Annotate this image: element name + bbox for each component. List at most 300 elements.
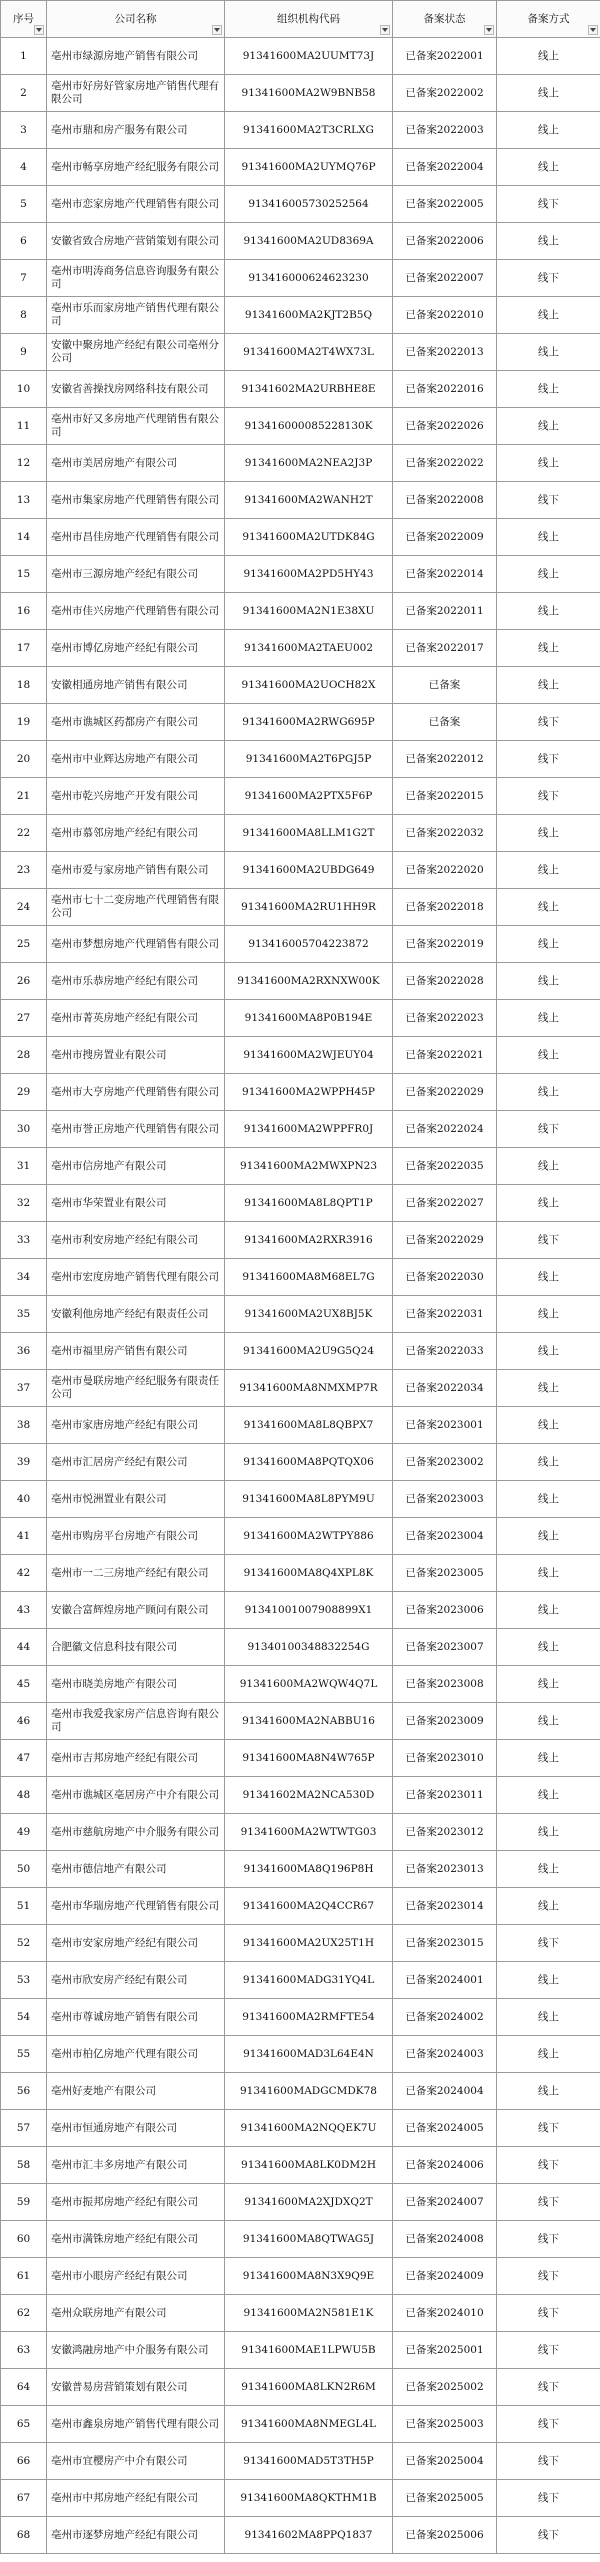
row-seq-cell: 60 (1, 2221, 47, 2258)
row-code-cell: 91341600MA8Q196P8H (225, 1851, 393, 1888)
row-status-cell: 已备案2022032 (393, 815, 497, 852)
row-company-cell: 亳州市中邦房地产经纪有限公司 (47, 2480, 225, 2517)
row-status-cell: 已备案2024001 (393, 1962, 497, 1999)
row-company-cell: 亳州市慈航房地产中介服务有限公司 (47, 1814, 225, 1851)
row-seq-cell: 23 (1, 852, 47, 889)
table-row (1, 408, 600, 445)
row-status-cell: 已备案2022028 (393, 963, 497, 1000)
row-method-cell: 线下 (497, 1111, 600, 1148)
row-method-cell: 线上 (497, 926, 600, 963)
table-row (1, 667, 600, 704)
row-code-cell: 913416005704223872 (225, 926, 393, 963)
row-status-cell: 已备案2022013 (393, 334, 497, 371)
row-method-cell: 线下 (497, 2443, 600, 2480)
row-method-cell: 线上 (497, 1444, 600, 1481)
row-method-cell: 线上 (497, 1000, 600, 1037)
row-code-cell: 91341600MA2PTX5F6P (225, 778, 393, 815)
row-code-cell: 91341600MA2UYMQ76P (225, 149, 393, 186)
table-row (1, 223, 600, 260)
row-status-cell: 已备案2023013 (393, 1851, 497, 1888)
row-code-cell: 91341600MA8LLM1G2T (225, 815, 393, 852)
table-row (1, 1111, 600, 1148)
table-row (1, 1370, 600, 1407)
table-row (1, 889, 600, 926)
header-code[interactable] (225, 1, 393, 38)
row-seq-cell: 26 (1, 963, 47, 1000)
row-company-cell: 亳州市好房好管家房地产销售代理有限公司 (47, 75, 225, 112)
row-status-cell: 已备案2024007 (393, 2184, 497, 2221)
row-method-cell: 线上 (497, 1074, 600, 1111)
row-seq-cell: 43 (1, 1592, 47, 1629)
header-method-label: 备案方式 (527, 12, 570, 25)
row-code-cell: 91341600MA8PQTQX06 (225, 1444, 393, 1481)
row-company-cell: 亳州市誉正房地产代理销售有限公司 (47, 1111, 225, 1148)
row-seq-cell: 27 (1, 1000, 47, 1037)
row-status-cell: 已备案2022027 (393, 1185, 497, 1222)
table-row (1, 1666, 600, 1703)
row-method-cell: 线上 (497, 1481, 600, 1518)
row-method-cell: 线上 (497, 1259, 600, 1296)
table-row (1, 1444, 600, 1481)
table-row (1, 630, 600, 667)
row-seq-cell: 4 (1, 149, 47, 186)
row-company-cell: 亳州市大亨房地产代理销售有限公司 (47, 1074, 225, 1111)
row-method-cell: 线上 (497, 75, 600, 112)
row-seq-cell: 36 (1, 1333, 47, 1370)
row-company-cell: 亳州市欣安房产经纪有限公司 (47, 1962, 225, 1999)
table-row (1, 1333, 600, 1370)
row-status-cell: 已备案2024004 (393, 2073, 497, 2110)
row-status-cell: 已备案2022024 (393, 1111, 497, 1148)
row-method-cell: 线上 (497, 1148, 600, 1185)
table-row (1, 1037, 600, 1074)
row-company-cell: 亳州市三源房地产经纪有限公司 (47, 556, 225, 593)
row-company-cell: 亳州市逐梦房地产经纪有限公司 (47, 2517, 225, 2554)
row-method-cell: 线上 (497, 297, 600, 334)
row-code-cell: 91341600MA2WJEUY04 (225, 1037, 393, 1074)
row-company-cell: 安徽利他房地产经纪有限责任公司 (47, 1296, 225, 1333)
table-row (1, 1888, 600, 1925)
row-method-cell: 线下 (497, 778, 600, 815)
row-company-cell: 亳州市汇居房产经纪有限公司 (47, 1444, 225, 1481)
row-company-cell: 亳州市尊诚房地产销售有限公司 (47, 1999, 225, 2036)
row-seq-cell: 2 (1, 75, 47, 112)
table-row (1, 1000, 600, 1037)
table-row (1, 741, 600, 778)
row-company-cell: 亳州市梦想房地产代理销售有限公司 (47, 926, 225, 963)
row-company-cell: 亳州市绿源房地产销售有限公司 (47, 38, 225, 75)
row-code-cell: 91341600MA2UD8369A (225, 223, 393, 260)
row-code-cell: 91341600MA2N581E1K (225, 2295, 393, 2332)
row-company-cell: 亳州市乾兴房地产开发有限公司 (47, 778, 225, 815)
row-code-cell: 91341600MA2UOCH82X (225, 667, 393, 704)
table-row (1, 2073, 600, 2110)
table-row (1, 1962, 600, 1999)
table-row (1, 1740, 600, 1777)
row-method-cell: 线上 (497, 334, 600, 371)
table-row (1, 482, 600, 519)
filter-dropdown-icon[interactable] (34, 25, 44, 35)
row-status-cell: 已备案2022006 (393, 223, 497, 260)
row-status-cell: 已备案2025004 (393, 2443, 497, 2480)
row-company-cell: 亳州市福里房产销售有限公司 (47, 1333, 225, 1370)
header-method[interactable] (497, 1, 600, 38)
row-status-cell: 已备案2025002 (393, 2369, 497, 2406)
row-company-cell: 亳州市我爱我家房产信息咨询有限公司 (47, 1703, 225, 1740)
table-row (1, 2517, 600, 2554)
table-row (1, 1629, 600, 1666)
row-company-cell: 亳州市七十二变房地产代理销售有限公司 (47, 889, 225, 926)
row-company-cell: 亳州市宏度房地产销售代理有限公司 (47, 1259, 225, 1296)
row-method-cell: 线上 (497, 1333, 600, 1370)
row-method-cell: 线上 (497, 112, 600, 149)
table-row (1, 1851, 600, 1888)
row-status-cell: 已备案2022008 (393, 482, 497, 519)
table-row (1, 1814, 600, 1851)
row-method-cell: 线下 (497, 2147, 600, 2184)
table-row (1, 1518, 600, 1555)
row-code-cell: 91341600MA2RMFTE54 (225, 1999, 393, 2036)
row-seq-cell: 6 (1, 223, 47, 260)
row-code-cell: 913416005730252564 (225, 186, 393, 223)
row-method-cell: 线下 (497, 2480, 600, 2517)
table-row (1, 2443, 600, 2480)
row-code-cell: 91341600MA8Q4XPL8K (225, 1555, 393, 1592)
row-status-cell: 已备案2022029 (393, 1074, 497, 1111)
table-row (1, 260, 600, 297)
table-row (1, 149, 600, 186)
row-code-cell: 91341600MA2WPPH45P (225, 1074, 393, 1111)
row-method-cell: 线下 (497, 186, 600, 223)
row-seq-cell: 61 (1, 2258, 47, 2295)
row-company-cell: 亳州市中业辉达房地产有限公司 (47, 741, 225, 778)
row-seq-cell: 39 (1, 1444, 47, 1481)
row-seq-cell: 50 (1, 1851, 47, 1888)
row-code-cell: 91341600MA8LK0DM2H (225, 2147, 393, 2184)
row-method-cell: 线上 (497, 371, 600, 408)
row-seq-cell: 58 (1, 2147, 47, 2184)
table-row (1, 1777, 600, 1814)
row-company-cell: 亳州市德信地产有限公司 (47, 1851, 225, 1888)
row-company-cell: 亳州市振邦房地产经纪有限公司 (47, 2184, 225, 2221)
row-code-cell: 91341600MA8N4W765P (225, 1740, 393, 1777)
row-method-cell: 线下 (497, 2295, 600, 2332)
table-row (1, 1148, 600, 1185)
table-row (1, 38, 600, 75)
row-method-cell: 线上 (497, 1814, 600, 1851)
row-seq-cell: 37 (1, 1370, 47, 1407)
row-seq-cell: 40 (1, 1481, 47, 1518)
row-status-cell: 已备案2025005 (393, 2480, 497, 2517)
row-seq-cell: 7 (1, 260, 47, 297)
row-method-cell: 线上 (497, 408, 600, 445)
table-row (1, 1407, 600, 1444)
row-status-cell: 已备案2023006 (393, 1592, 497, 1629)
row-seq-cell: 25 (1, 926, 47, 963)
row-method-cell: 线上 (497, 519, 600, 556)
filter-dropdown-icon[interactable] (588, 25, 598, 35)
row-code-cell: 91341600MA8M68EL7G (225, 1259, 393, 1296)
row-seq-cell: 46 (1, 1703, 47, 1740)
row-code-cell: 91341600MA8L8QPT1P (225, 1185, 393, 1222)
row-seq-cell: 62 (1, 2295, 47, 2332)
row-seq-cell: 47 (1, 1740, 47, 1777)
row-method-cell: 线下 (497, 2258, 600, 2295)
header-seq-label: 序号 (13, 12, 34, 25)
row-status-cell: 已备案2022018 (393, 889, 497, 926)
row-method-cell: 线上 (497, 1555, 600, 1592)
row-status-cell: 已备案2022009 (393, 519, 497, 556)
row-code-cell: 91341600MA8QKTHM1B (225, 2480, 393, 2517)
row-company-cell: 亳州市美居房地产有限公司 (47, 445, 225, 482)
row-company-cell: 亳州市安家房地产经纪有限公司 (47, 1925, 225, 1962)
row-seq-cell: 31 (1, 1148, 47, 1185)
row-company-cell: 安徽相通房地产销售有限公司 (47, 667, 225, 704)
row-code-cell: 91341600MA2MWXPN23 (225, 1148, 393, 1185)
row-method-cell: 线上 (497, 1777, 600, 1814)
header-status-label: 备案状态 (423, 12, 466, 25)
row-code-cell: 91341600MA2TAEU002 (225, 630, 393, 667)
row-seq-cell: 9 (1, 334, 47, 371)
row-status-cell: 已备案2022007 (393, 260, 497, 297)
row-method-cell: 线下 (497, 2406, 600, 2443)
header-seq[interactable] (1, 1, 47, 38)
row-code-cell: 91341600MA2RWG695P (225, 704, 393, 741)
row-seq-cell: 16 (1, 593, 47, 630)
table-row (1, 926, 600, 963)
row-company-cell: 亳州市谯城区亳居房产中介有限公司 (47, 1777, 225, 1814)
row-status-cell: 已备案2022005 (393, 186, 497, 223)
row-method-cell: 线上 (497, 1962, 600, 1999)
row-company-cell: 亳州市佳兴房地产代理销售有限公司 (47, 593, 225, 630)
row-status-cell: 已备案2022001 (393, 38, 497, 75)
row-method-cell: 线上 (497, 2036, 600, 2073)
row-status-cell: 已备案2023010 (393, 1740, 497, 1777)
row-seq-cell: 28 (1, 1037, 47, 1074)
row-company-cell: 安徽合富辉煌房地产顾问有限公司 (47, 1592, 225, 1629)
row-method-cell: 线下 (497, 260, 600, 297)
filter-dropdown-icon[interactable] (212, 25, 222, 35)
row-seq-cell: 38 (1, 1407, 47, 1444)
row-method-cell: 线上 (497, 445, 600, 482)
row-method-cell: 线上 (497, 630, 600, 667)
row-status-cell: 已备案2022003 (393, 112, 497, 149)
table-row (1, 1703, 600, 1740)
row-status-cell: 已备案2022031 (393, 1296, 497, 1333)
row-status-cell: 已备案2023012 (393, 1814, 497, 1851)
row-status-cell: 已备案2022019 (393, 926, 497, 963)
row-company-cell: 亳州市信房地产有限公司 (47, 1148, 225, 1185)
table-row (1, 2258, 600, 2295)
row-company-cell: 亳州市慕邻房地产经纪有限公司 (47, 815, 225, 852)
row-company-cell: 亳州市购房平台房地产有限公司 (47, 1518, 225, 1555)
header-company-label: 公司名称 (114, 12, 157, 25)
row-company-cell: 合肥徽文信息科技有限公司 (47, 1629, 225, 1666)
row-method-cell: 线上 (497, 1592, 600, 1629)
row-status-cell: 已备案 (393, 704, 497, 741)
row-company-cell: 亳州市昌佳房地产代理销售有限公司 (47, 519, 225, 556)
row-company-cell: 安徽普易房营销策划有限公司 (47, 2369, 225, 2406)
table-row (1, 2332, 600, 2369)
row-code-cell: 91341600MA2T6PGJ5P (225, 741, 393, 778)
row-company-cell: 安徽中聚房地产经纪有限公司亳州分公司 (47, 334, 225, 371)
row-method-cell: 线上 (497, 1999, 600, 2036)
row-seq-cell: 44 (1, 1629, 47, 1666)
row-company-cell: 安徽省致合房地产营销策划有限公司 (47, 223, 225, 260)
header-status[interactable] (393, 1, 497, 38)
filter-dropdown-icon[interactable] (380, 25, 390, 35)
row-method-cell: 线下 (497, 2517, 600, 2554)
row-company-cell: 亳州市鑫泉房地产销售代理有限公司 (47, 2406, 225, 2443)
row-seq-cell: 51 (1, 1888, 47, 1925)
row-code-cell: 91341600MA8L8QBPX7 (225, 1407, 393, 1444)
row-company-cell: 亳州市柏亿房地产代理有限公司 (47, 2036, 225, 2073)
row-code-cell: 913416000624623230 (225, 260, 393, 297)
row-status-cell: 已备案2022014 (393, 556, 497, 593)
filter-dropdown-icon[interactable] (484, 25, 494, 35)
row-code-cell: 91341600MA2RXNXW00K (225, 963, 393, 1000)
row-company-cell: 亳州众联房地产有限公司 (47, 2295, 225, 2332)
row-method-cell: 线上 (497, 852, 600, 889)
row-code-cell: 91341600MA8LKN2R6M (225, 2369, 393, 2406)
row-status-cell: 已备案2023002 (393, 1444, 497, 1481)
header-code-label: 组织机构代码 (277, 12, 340, 25)
row-status-cell: 已备案2024009 (393, 2258, 497, 2295)
row-seq-cell: 35 (1, 1296, 47, 1333)
row-method-cell: 线下 (497, 2369, 600, 2406)
row-company-cell: 亳州市吉邦房地产经纪有限公司 (47, 1740, 225, 1777)
row-status-cell: 已备案2022004 (393, 149, 497, 186)
row-method-cell: 线上 (497, 815, 600, 852)
row-code-cell: 91340100348832254G (225, 1629, 393, 1666)
row-company-cell: 亳州市小眼房产经纪有限公司 (47, 2258, 225, 2295)
table-row (1, 186, 600, 223)
table-row (1, 2110, 600, 2147)
row-code-cell: 91341600MA8L8PYM9U (225, 1481, 393, 1518)
row-company-cell: 亳州市明涛商务信息咨询服务有限公司 (47, 260, 225, 297)
table-row (1, 112, 600, 149)
row-company-cell: 亳州市利安房地产经纪有限公司 (47, 1222, 225, 1259)
row-status-cell: 已备案 (393, 667, 497, 704)
table-row (1, 371, 600, 408)
row-method-cell: 线下 (497, 2110, 600, 2147)
row-code-cell: 91341600MADG31YQ4L (225, 1962, 393, 1999)
row-code-cell: 91341600MA2WANH2T (225, 482, 393, 519)
row-status-cell: 已备案2022035 (393, 1148, 497, 1185)
row-company-cell: 亳州市晓美房地产有限公司 (47, 1666, 225, 1703)
row-company-cell: 亳州市一二三房地产经纪有限公司 (47, 1555, 225, 1592)
row-seq-cell: 3 (1, 112, 47, 149)
row-company-cell: 亳州市宜樱房产中介有限公司 (47, 2443, 225, 2480)
row-code-cell: 91341600MA2UTDK84G (225, 519, 393, 556)
row-method-cell: 线上 (497, 556, 600, 593)
row-method-cell: 线上 (497, 1740, 600, 1777)
table-row (1, 1259, 600, 1296)
row-status-cell: 已备案2022020 (393, 852, 497, 889)
row-seq-cell: 65 (1, 2406, 47, 2443)
row-status-cell: 已备案2023014 (393, 1888, 497, 1925)
row-code-cell: 91341600MA2T3CRLXG (225, 112, 393, 149)
table-row (1, 815, 600, 852)
row-status-cell: 已备案2023001 (393, 1407, 497, 1444)
row-seq-cell: 5 (1, 186, 47, 223)
row-code-cell: 91341600MA2XJDXQ2T (225, 2184, 393, 2221)
row-seq-cell: 19 (1, 704, 47, 741)
row-company-cell: 亳州市谯城区药都房产有限公司 (47, 704, 225, 741)
row-seq-cell: 34 (1, 1259, 47, 1296)
row-company-cell: 亳州市华荣置业有限公司 (47, 1185, 225, 1222)
row-status-cell: 已备案2023005 (393, 1555, 497, 1592)
row-status-cell: 已备案2024010 (393, 2295, 497, 2332)
table-row (1, 297, 600, 334)
row-status-cell: 已备案2022030 (393, 1259, 497, 1296)
row-method-cell: 线上 (497, 1518, 600, 1555)
row-status-cell: 已备案2024002 (393, 1999, 497, 2036)
row-method-cell: 线上 (497, 1629, 600, 1666)
row-seq-cell: 67 (1, 2480, 47, 2517)
row-seq-cell: 52 (1, 1925, 47, 1962)
row-seq-cell: 57 (1, 2110, 47, 2147)
row-method-cell: 线下 (497, 1222, 600, 1259)
row-status-cell: 已备案2025006 (393, 2517, 497, 2554)
row-company-cell: 亳州市乐恭房地产经纪有限公司 (47, 963, 225, 1000)
row-code-cell: 91341600MA2PD5HY43 (225, 556, 393, 593)
table-row (1, 2369, 600, 2406)
table-body (1, 38, 600, 2554)
row-method-cell: 线上 (497, 1888, 600, 1925)
table-row (1, 778, 600, 815)
row-code-cell: 91341600MA2T4WX73L (225, 334, 393, 371)
table-row (1, 2480, 600, 2517)
row-status-cell: 已备案2022022 (393, 445, 497, 482)
table-row (1, 852, 600, 889)
row-status-cell: 已备案2022029 (393, 1222, 497, 1259)
row-status-cell: 已备案2023015 (393, 1925, 497, 1962)
row-company-cell: 亳州市汇丰多房地产有限公司 (47, 2147, 225, 2184)
row-code-cell: 91341600MA2W9BNB58 (225, 75, 393, 112)
table-row (1, 556, 600, 593)
row-code-cell: 91341600MA8NMEGL4L (225, 2406, 393, 2443)
header-company[interactable] (47, 1, 225, 38)
row-seq-cell: 63 (1, 2332, 47, 2369)
row-code-cell: 91341600MA2UBDG649 (225, 852, 393, 889)
row-seq-cell: 17 (1, 630, 47, 667)
row-company-cell: 安徽省善操找房网络科技有限公司 (47, 371, 225, 408)
row-status-cell: 已备案2023011 (393, 1777, 497, 1814)
row-status-cell: 已备案2024003 (393, 2036, 497, 2073)
table-row (1, 1185, 600, 1222)
row-status-cell: 已备案2022016 (393, 371, 497, 408)
row-method-cell: 线上 (497, 38, 600, 75)
row-status-cell: 已备案2022023 (393, 1000, 497, 1037)
row-status-cell: 已备案2022012 (393, 741, 497, 778)
table-row (1, 1074, 600, 1111)
row-status-cell: 已备案2022033 (393, 1333, 497, 1370)
row-seq-cell: 18 (1, 667, 47, 704)
table-row (1, 2147, 600, 2184)
row-company-cell: 亳州市爱与家房地产销售有限公司 (47, 852, 225, 889)
row-seq-cell: 30 (1, 1111, 47, 1148)
row-status-cell: 已备案2023004 (393, 1518, 497, 1555)
row-company-cell: 亳州市鼎和房产服务有限公司 (47, 112, 225, 149)
row-company-cell: 亳州市华瑞房地产代理销售有限公司 (47, 1888, 225, 1925)
row-method-cell: 线下 (497, 2184, 600, 2221)
row-seq-cell: 14 (1, 519, 47, 556)
row-seq-cell: 22 (1, 815, 47, 852)
row-status-cell: 已备案2024006 (393, 2147, 497, 2184)
row-status-cell: 已备案2025001 (393, 2332, 497, 2369)
row-method-cell: 线上 (497, 1703, 600, 1740)
